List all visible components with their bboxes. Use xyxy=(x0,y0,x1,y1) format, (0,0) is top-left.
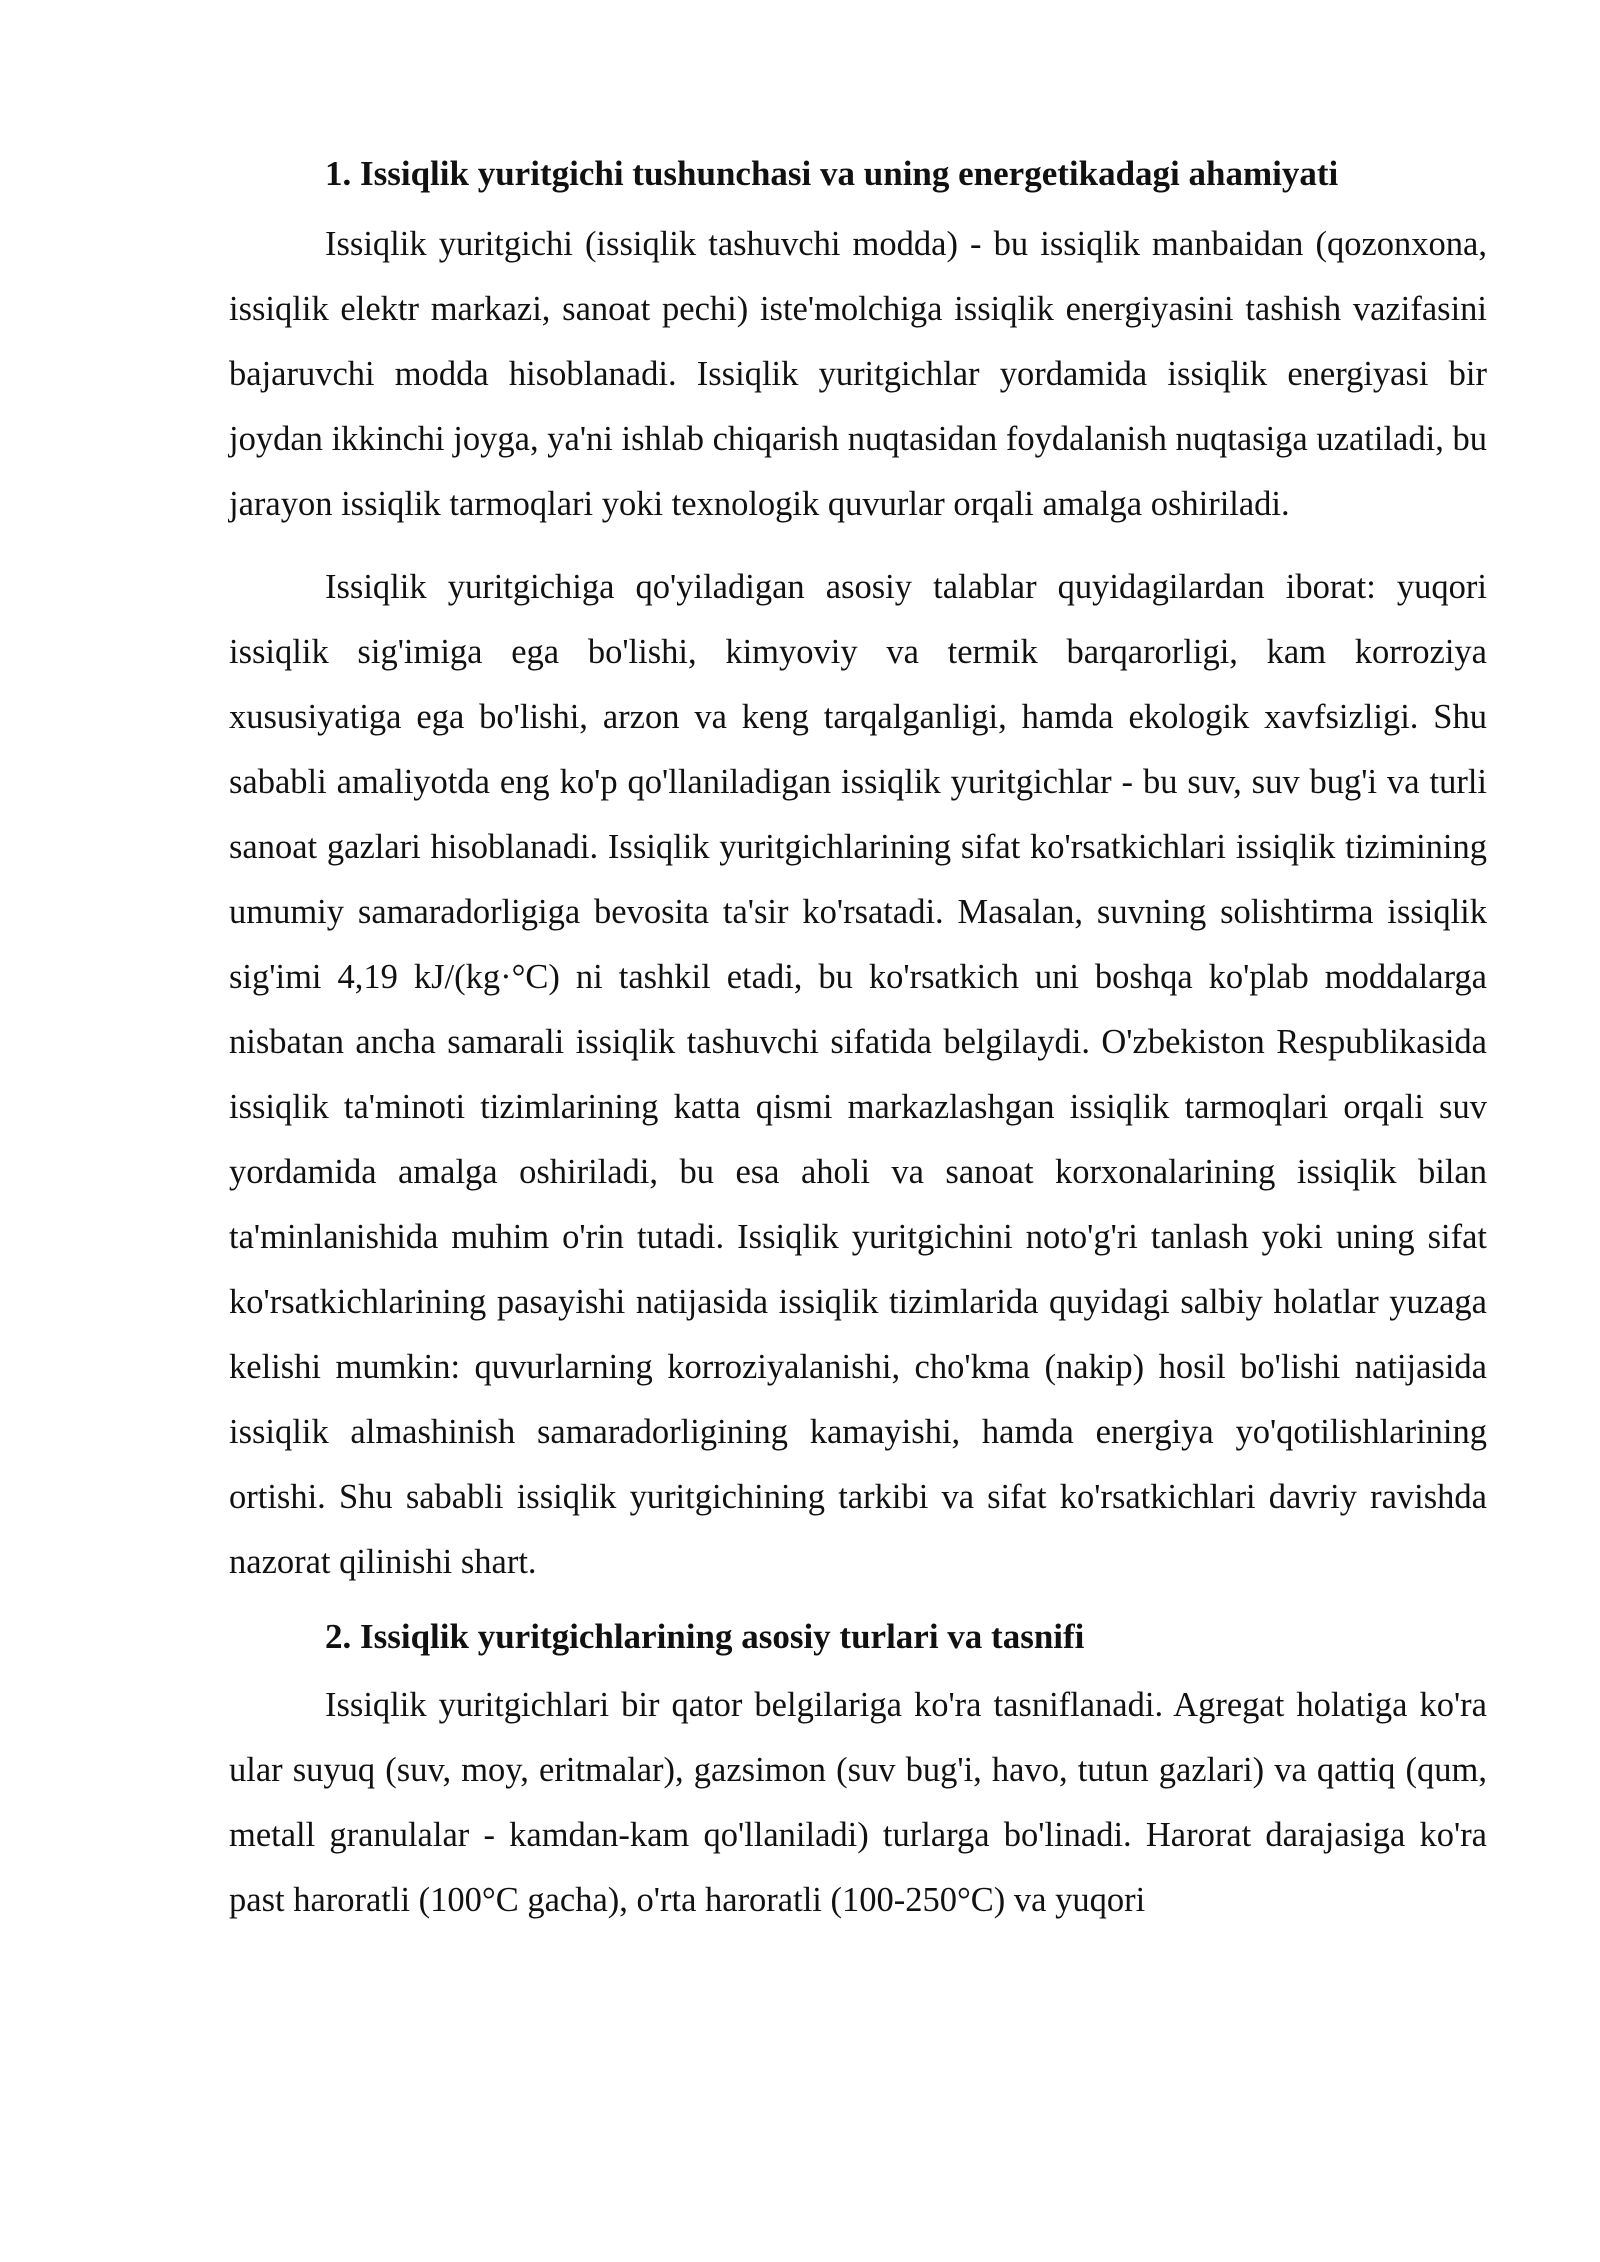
section-1-paragraph-1: Issiqlik yuritgichi (issiqlik tashuvchi modda) - bu issiqlik manbaidan (qozonxona, issiqlik elektr markazi, sanoat pechi) iste'molchiga issiqlik energiyasini tashish vazifasini bajaruvchi modda hisoblanadi. Issiqlik yuritgichlar yordamida issiqlik energiyasi bir joydan ikkinchi joyga, ya'ni ishlab chiqarish nuqtasidan foydalanish nuqtasiga uzatiladi, bu jarayon issiqlik tarmoqlari yoki texnologik quvurlar orqali amalga oshiriladi. xyxy=(229,225,1487,523)
section-1-paragraph-2: Issiqlik yuritgichiga qo'yiladigan asosiy talablar quyidagilardan iborat: yuqori issiqlik sig'imiga ega bo'lishi, kimyoviy va termik barqarorligi, kam korroziya xususiyatiga ega bo'lishi, arzon va keng tarqalganligi, hamda ekologik xavfsizligi. Shu sababli amaliyotda eng ko'p qo'llaniladigan issiqlik yuritgichlar - bu suv, suv bug'i va turli sanoat gazlari hisoblanadi. Issiqlik yuritgichlarining sifat ko'rsatkichlari issiqlik tizimining umumiy samaradorligiga bevosita ta'sir ko'rsatadi. Masalan, suvning solishtirma issiqlik sig'imi 4,19 kJ/(kg·°C) ni tashkil etadi, bu ko'rsatkich uni boshqa ko'plab moddalarga nisbatan ancha samarali issiqlik tashuvchi sifatida belgilaydi. O'zbekiston Respublikasida issiqlik ta'minoti tizimlarining katta qismi markazlashgan issiqlik tarmoqlari orqali suv yordamida amalga oshiriladi, bu esa aholi va sanoat korxonalarining issiqlik bilan ta'minlanishida muhim o'rin tutadi. Issiqlik yuritgichini noto'g'ri tanlash yoki uning sifat ko'rsatkichlarining pasayishi natijasida issiqlik tizimlarida quyidagi salbiy holatlar yuzaga kelishi mumkin: quvurlarning korroziyalanishi, cho'kma (nakip) hosil bo'lishi natijasida issiqlik almashinish samaradorligining kamayishi, hamda energiya yo'qotilishlarining ortishi. Shu sababli issiqlik yuritgichining tarkibi va sifat ko'rsatkichlari davriy ravishda nazorat qilinishi shart. xyxy=(229,568,1487,1581)
section-2-heading: 2. Issiqlik yuritgichlarining asosiy turlari va tasnifi xyxy=(325,1617,1085,1656)
section-2-paragraph-1: Issiqlik yuritgichlari bir qator belgilariga ko'ra tasniflanadi. Agregat holatiga ko'ra ular suyuq (suv, moy, eritmalar), gazsimon (suv bug'i, havo, tutun gazlari) va qattiq (qum, metall granulalar - kamdan-kam qo'llaniladi) turlarga bo'linadi. Harorat darajasiga ko'ra past haroratli (100°C gacha), o'rta haroratli (100-250°C) va yuqori xyxy=(229,1686,1487,1919)
document-body xyxy=(229,150,1487,1951)
section-1-heading: 1. Issiqlik yuritgichi tushunchasi va uning energetikadagi ahamiyati xyxy=(325,154,1339,193)
